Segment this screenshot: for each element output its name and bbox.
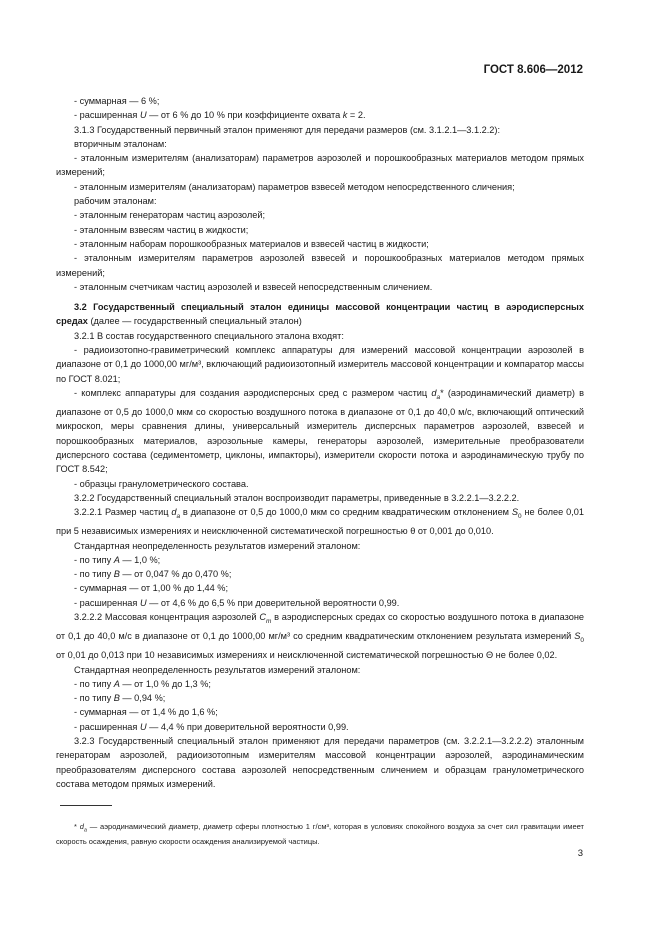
paragraph: - по типу B — 0,94 %; bbox=[74, 693, 166, 704]
paragraph: - расширенная U — от 6 % до 10 % при коэффициенте охвата k = 2. bbox=[74, 110, 366, 121]
paragraph: - эталонным измерителям (анализаторам) параметров аэрозолей и порошкообразных материалов методом прямых измерений; bbox=[56, 153, 584, 178]
paragraph: 3.2.3 Государственный специальный эталон применяют для передачи параметров (см. 3.2.2.1—3.2.2.2) эталонным генераторам аэрозолей, радиоизотопным измерителям массовой концентрации аэрозолей, аэродинамическим преобразователям дисперсного состава аэрозолей непосредственным сличением и образцам гранулометрического состава методом прямых измерений. bbox=[56, 736, 584, 789]
page-number: 3 bbox=[577, 848, 583, 859]
paragraph: - эталонным измерителям параметров аэрозолей взвесей и порошкообразных материалов методом прямых измерений; bbox=[56, 253, 584, 278]
paragraph: - суммарная — от 1,00 % до 1,44 %; bbox=[74, 583, 229, 594]
paragraph: 3.2.2.1 Размер частиц $d_a$ в диапазоне от 0,5 до 1000,0 мкм со средним квадратическим отклонением $S_0$ не более 0,01 при 5 независимых измерениях и неисключенной систематической погрешностью θ от 0,001 до 0,010. bbox=[56, 507, 584, 537]
paragraph: - эталонным взвесям частиц в жидкости; bbox=[74, 224, 249, 235]
paragraph: - расширенная U — от 4,6 % до 6,5 % при доверительной вероятности 0,99. bbox=[74, 597, 400, 608]
paragraph: - по типу A — 1,0 %; bbox=[74, 554, 161, 565]
paragraph: - суммарная — 6 %; bbox=[74, 96, 160, 106]
paragraph: 3.2.2 Государственный специальный эталон воспроизводит параметры, приведенные в 3.2.2.1—3.2.2.2. bbox=[74, 492, 520, 503]
section-heading: 3.2 Государственный специальный эталон единицы массовой концентрации частиц в аэродисперсных средах (далее — государственный специальный эталон) bbox=[56, 302, 584, 327]
paragraph: - по типу B — от 0,047 % до 0,470 %; bbox=[74, 569, 232, 580]
paragraph: - по типу A — от 1,0 % до 1,3 %; bbox=[74, 678, 211, 689]
paragraph: - суммарная — от 1,4 % до 1,6 %; bbox=[74, 707, 218, 718]
document-body bbox=[56, 94, 584, 791]
paragraph: 3.2.1 В состав государственного специального эталона входят: bbox=[74, 330, 344, 341]
footnote: * $d_a$ — аэродинамический диаметр, диаметр сферы плотностью 1 г/см³, которая в условиях спокойного воздуха за счет сил гравитации имеет скорость осаждения, равную скорости осаждения анализируемой частицы. bbox=[56, 821, 584, 846]
footnote-divider bbox=[60, 805, 112, 806]
paragraph: - эталонным генераторам частиц аэрозолей; bbox=[74, 210, 265, 221]
paragraph: вторичным эталонам: bbox=[74, 138, 167, 149]
paragraph: Стандартная неопределенность результатов измерений эталоном: bbox=[74, 664, 361, 675]
paragraph: рабочим эталонам: bbox=[74, 196, 157, 207]
paragraph: 3.1.3 Государственный первичный эталон применяют для передачи размеров (см. 3.1.2.1—3.1.2.2): bbox=[74, 124, 501, 135]
paragraph: - радиоизотопно-гравиметрический комплекс аппаратуры для измерений массовой концентрации аэрозолей в диапазоне от 0,1 до 1000,00 мг/м³, включающий радиоизотопный измеритель массовой концентрации и компаратор массы по ГОСТ 8.021; bbox=[56, 345, 584, 384]
paragraph: - комплекс аппаратуры для создания аэродисперсных сред с размером частиц $d_a*$ (аэродинамический диаметр) в диапазоне от 0,5 до 1000,0 мкм со скоростью воздушного потока в диапазоне от 0,1 до 40,0 м/с, включающий оптический микроскоп, меры сравнения длины, универсальный измеритель дисперсных параметров аэрозолей, взвесей и порошкообразных материалов, аэрозольные камеры, генераторы аэрозолей, измерительные преобразователи дисперсного состава (седиментометр, циклоны, импакторы), измерители скорости потока и аэродинамическую трубу по ГОСТ 8.542; bbox=[56, 387, 584, 475]
paragraph: Стандартная неопределенность результатов измерений эталоном: bbox=[74, 540, 361, 551]
paragraph: 3.2.2.2 Массовая концентрация аэрозолей $C_m$ в аэродисперсных средах со скоростью воздушного потока в диапазоне от 0,1 до 40,0 м/с в диапазоне от 0,1 до 1000,00 мг/м³ со средним квадратическим отклонением результата измерений $S_0$ от 0,01 до 0,013 при 10 независимых измерениях и неисключенной систематической погрешностью Θ не более 0,02. bbox=[56, 612, 584, 661]
paragraph: - эталонным наборам порошкообразных материалов и взвесей частиц в жидкости; bbox=[74, 238, 429, 249]
paragraph: - образцы гранулометрического состава. bbox=[74, 478, 249, 489]
document-header: ГОСТ 8.606—2012 bbox=[483, 64, 583, 76]
paragraph: - расширенная U — 4,4 % при доверительной вероятности 0,99. bbox=[74, 721, 349, 732]
paragraph: - эталонным измерителям (анализаторам) параметров взвесей методом непосредственного сличения; bbox=[74, 181, 515, 192]
paragraph: - эталонным счетчикам частиц аэрозолей и взвесей непосредственным сличением. bbox=[74, 281, 433, 292]
